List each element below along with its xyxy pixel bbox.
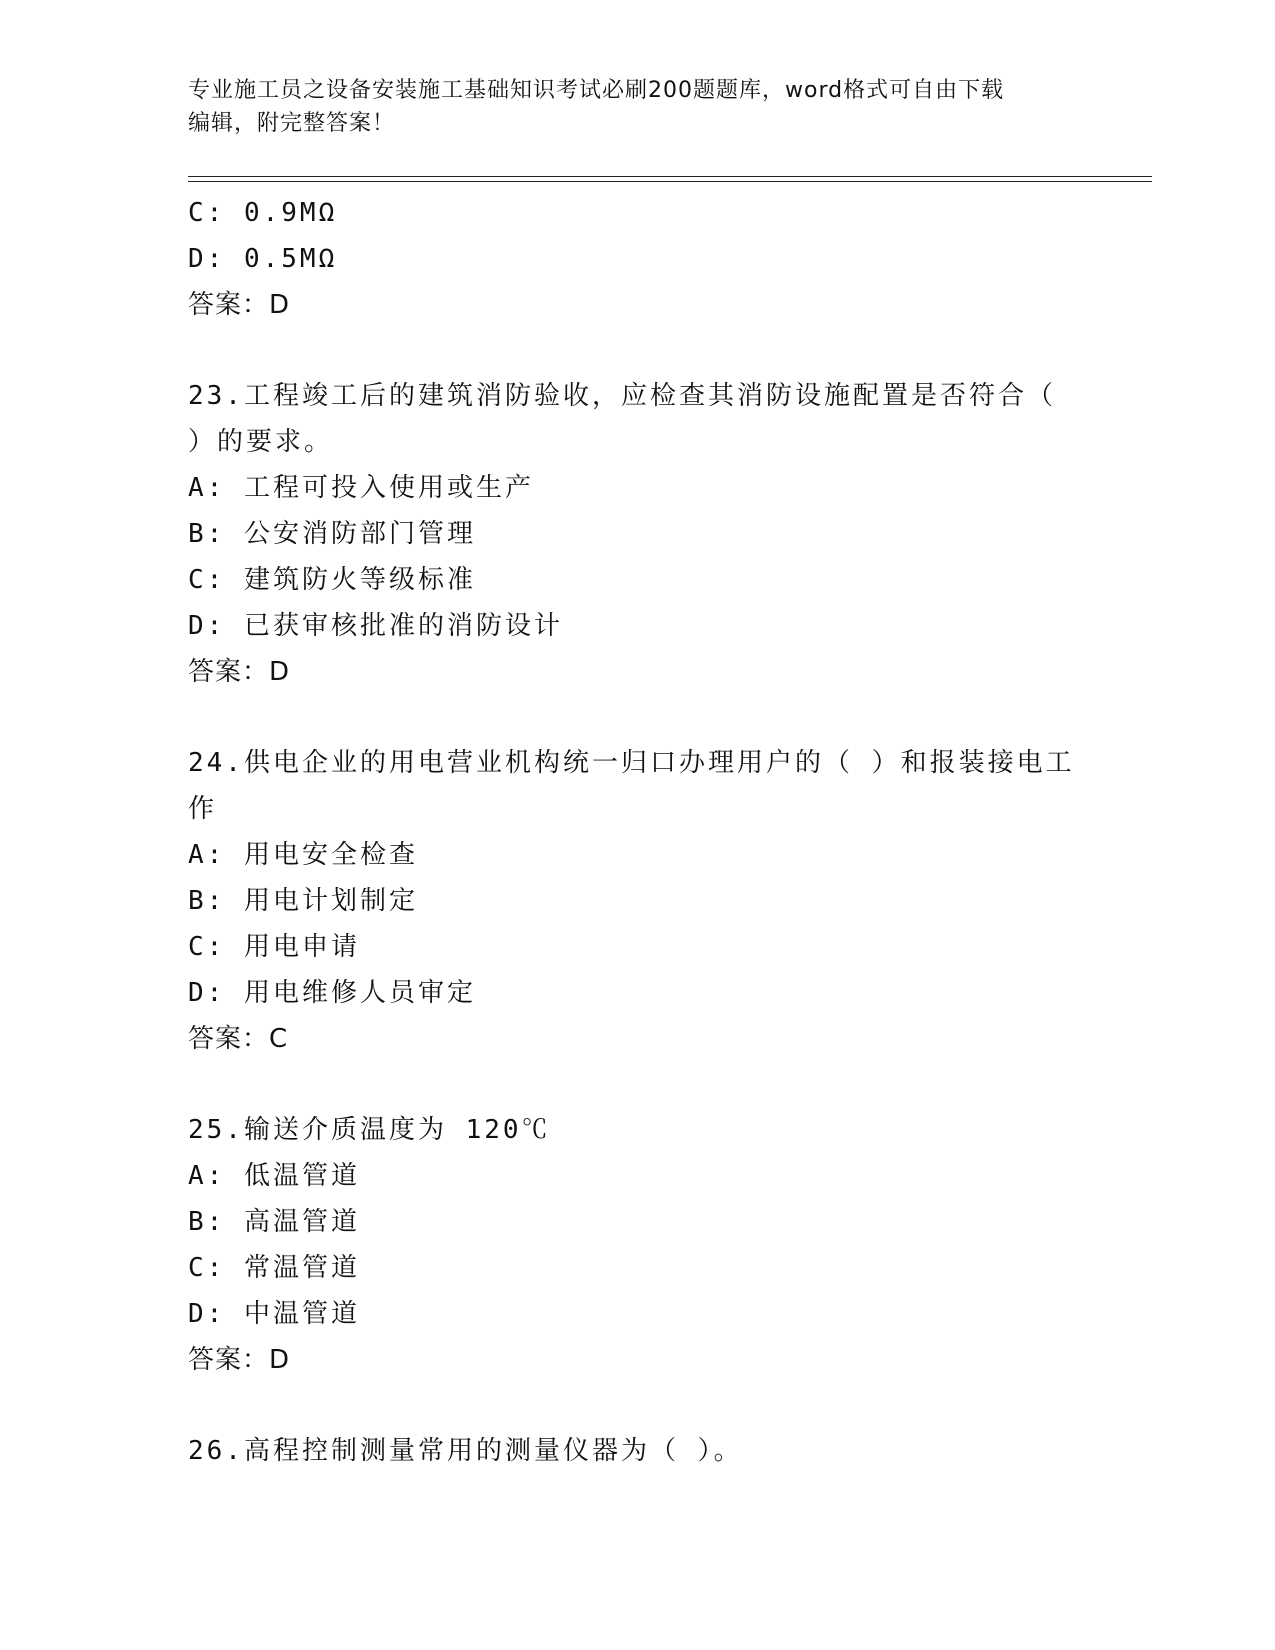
option-b: B: 公安消防部门管理 bbox=[188, 519, 476, 549]
question-26 bbox=[188, 1428, 1088, 1474]
spacer bbox=[188, 695, 1088, 740]
answer-line: 答案：D bbox=[188, 657, 291, 687]
header-line-1: 专业施工员之设备安装施工基础知识考试必刷200题题库，word格式可自由下载 bbox=[188, 78, 1005, 103]
document-header bbox=[188, 74, 1088, 140]
header-rule-top bbox=[188, 176, 1152, 177]
spacer bbox=[188, 328, 1088, 373]
question-23 bbox=[188, 373, 1088, 695]
answer-line: 答案：D bbox=[188, 1345, 291, 1375]
option-a: A: 低温管道 bbox=[188, 1161, 360, 1191]
option-d: D: 用电维修人员审定 bbox=[188, 978, 476, 1008]
option-a: A: 用电安全检查 bbox=[188, 840, 418, 870]
question-24 bbox=[188, 740, 1088, 1062]
option-d: D: 中温管道 bbox=[188, 1299, 360, 1329]
option-c: C: 0.9MΩ bbox=[188, 198, 338, 228]
answer-line: 答案：D bbox=[188, 290, 291, 320]
question-stem-continued: ）的要求。 bbox=[188, 427, 334, 457]
option-a: A: 工程可投入使用或生产 bbox=[188, 473, 534, 503]
option-b: B: 用电计划制定 bbox=[188, 886, 418, 916]
option-d: D: 0.5MΩ bbox=[188, 244, 338, 274]
question-stem: 25.输送介质温度为 120℃ bbox=[188, 1115, 551, 1145]
question-22-tail bbox=[188, 190, 1088, 328]
option-c: C: 用电申请 bbox=[188, 932, 360, 962]
option-d: D: 已获审核批准的消防设计 bbox=[188, 611, 563, 641]
question-stem-continued: 作 bbox=[188, 794, 218, 824]
option-b: B: 高温管道 bbox=[188, 1207, 360, 1237]
header-rule-bottom bbox=[188, 181, 1152, 182]
option-c: C: 建筑防火等级标准 bbox=[188, 565, 476, 595]
answer-line: 答案：C bbox=[188, 1024, 289, 1054]
spacer bbox=[188, 1383, 1088, 1428]
question-25 bbox=[188, 1107, 1088, 1383]
question-stem: 26.高程控制测量常用的测量仪器为（ ）。 bbox=[188, 1436, 743, 1466]
spacer bbox=[188, 1062, 1088, 1107]
question-stem: 23.工程竣工后的建筑消防验收，应检查其消防设施配置是否符合（ bbox=[188, 381, 1056, 411]
question-stem: 24.供电企业的用电营业机构统一归口办理用户的（ ）和报装接电工 bbox=[188, 748, 1075, 778]
document-body bbox=[188, 190, 1088, 1474]
option-c: C: 常温管道 bbox=[188, 1253, 360, 1283]
header-line-2: 编辑，附完整答案！ bbox=[188, 111, 396, 136]
